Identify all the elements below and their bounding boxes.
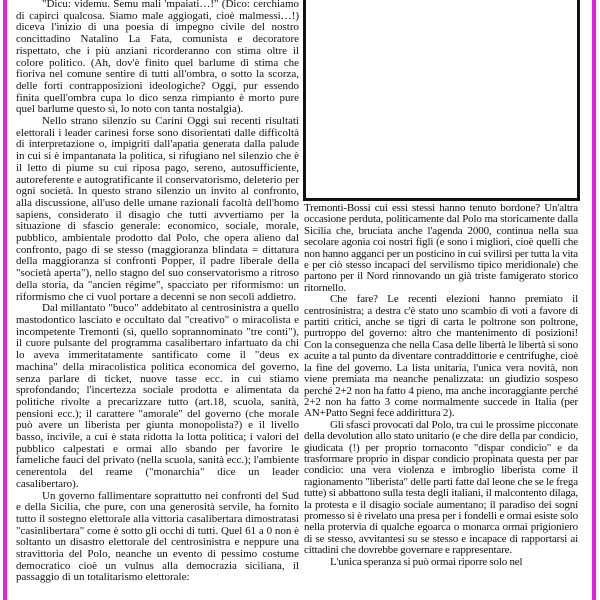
page-edge-right xyxy=(592,0,596,600)
paragraph: Nello strano silenzio su Carini Oggi sui recenti risultati elettorali i leader carinesi forse sono disorientati dalle difficoltà di interpretazione o, impigriti dall'apatia generata dalla palude in cui si è impantanata la politica, si rifugiano nel silenzio che è il letto di piume su cui riposa pago, sereno, autosufficiente, autoreferente e autogratificante il conservatorismo, deleterio per ogni società. In questo strano silenzio un invito al confronto, alla discussione, all'uso delle umane razionali facoltà dell'homo sapiens, considerato il disagio che tutti avvertiamo per la situazione di sfascio generale: economico, sociale, morale, pubblico, ambientale prodotto dal Polo, che opera alieno dal confronto, pago di se stesso (maggioranza blindata = dittatura della maggioranza si confronti Popper, il padre liberale della "società aperta"), nello stagno del suo conservatorismo a ritroso della storia, da "ancien régime", spacciato per riformismo: un riformismo che ci vuol portare a decenni se non secoli addietro. xyxy=(16,115,299,303)
image-placeholder-box xyxy=(303,0,580,201)
paragraph: Gli sfasci provocati dal Polo, tra cui le prossime picconate della devolution allo stato unitario (e che dire della par condicio, giudicata (!) per proprio tornaconto "dispar condicio" e da trasformare proprio in dispar condicio propinata questa per par condicio: una vera violenza e imbroglio liberista come il ragionamento "liberista" delle parti fatte dal leone che se le frega tutte) si abbattono sulla testa degli italiani, il malcontento dilaga, la protesta e il disagio sociale aumentano; il paradiso dei sogni promesso si è rivelato una presa per i fondelli e ormai esiste solo nella protervia di qualche egoarca o monarca ormai prigioniero di se stesso, avvitantesi su se stesso e incapace di rapportarsi ai cittadini che dovrebbe governare e rappresentare. xyxy=(304,418,578,557)
paragraph: "Dicu: videmu. Semu mali 'mpaiati…!" (Dico: cerchiamo di capirci qualcosa. Siamo male aggiogati, cioè malmessi…!) diceva l'inizio di una poesia di impegno civile del nostro concittadino Natalino La Fata, comunista e decoratore rispettato, che i più anziani ricorderanno con stima oltre il colore politico. (Ah, dov'è finito quel barlume di stima che fioriva nel comune sentire di tutti all'ombra, o sotto la scorza, delle forti contrapposizioni ideologiche? Oggi, pur essendo finita quell'ombra cupa lo dico senza rimpianto è morto pure quel barlume questo sì, lo noto con tanta nostalgia). xyxy=(16,0,299,116)
paragraph: Dal millantato "buco" addebitato al centrosinistra a quello mastodontico lasciato e occultato dal "creativo" o miracolista e incompetente Tremonti (sì, quello soprannominato "tre conti"), il cuore pulsante del programma casalibertaro infartuato da chi lo aveva immeritatamente santificato come il "deus ex machina" della miracolistica politica economica del governo, senza parlare di ticket, nuove tasse ecc. in cui stiamo sprofondando; l'incertezza sociale prodotta e alimentata da politiche rivolte a precarizzare tutto (art.18, scuola, sanità, pensioni ecc.); il carattere "amorale" del governo (che morale può avere un liberista per giunta monopolista?) e il livello basso, incivile, a cui è stata ridotta la lotta politica; i valori del pubblico calpestati e ormai allo sbando per favorire le fameliche fauci del privato (nella scuola, sanità ecc.); l'ambiente cenerentola del reame ("monarchia" dice un leader casalibertaro). xyxy=(16,302,299,490)
right-column xyxy=(304,203,578,568)
paragraph: Un governo fallimentare soprattutto nei confronti del Sud e della Sicilia, che pure, con una generosità servile, ha fornito tutto il sostegno elettorale alla vittoria casalibertara dimostratasi "casinlibertara" come è sotto gli occhi di tutti. Quel 61 a 0 non è soltanto un disastro elettorale del centrosinistra e neppure una stravittoria del Polo, neanche un evento di pessimo costume democratico cioè un vulnus alla democrazia siciliana, il passaggio di un totalitarismo elettorale: xyxy=(16,489,299,584)
paragraph: Tremonti-Bossi cui essi stessi hanno tenuto bordone? Un'altra occasione perduta, politicamente dal Polo ma storicamente dalla Sicilia che, bruciata anche l'agenda 2000, continua nella sua secolare agonia coi nostri figli (e sono i migliori, cioè quelli che non hanno agganci per un posticino in cui svilirsi per tutta la vita e per ciò stesso incapaci del servilismo tipico meridionale) che partono per il Nord rinnovando un già triste famigerato storico ritornello. xyxy=(304,202,578,294)
paragraph: Che fare? Le recenti elezioni hanno premiato il centrosinistra; a destra c'è stato uno scambio di voti a favore di partiti critici, anche se tigri di carta le poltrone son poltrone, purtroppo del governo: altro che mantenimento di posizioni! Con la conseguenza che nella Casa delle libertà le libertà si sono acuite a tal punto da diventare contraddittorie e centrifughe, cioè la fine del governo. La lista unitaria, l'unica vera novità, non viene premiata ma neanche penalizzata: un giudizio sospeso perché 2+2 non ha fatto 4 pieno, ma anche incoraggiante perché 2+2 non ha fatto 3 come normalmente succede in Italia (per AN+Patto Segni fece addirittura 2). xyxy=(304,293,578,420)
left-column xyxy=(16,0,299,600)
page-edge-left xyxy=(3,0,7,600)
paragraph: L'unica speranza si può ormai riporre solo nel xyxy=(330,555,523,568)
